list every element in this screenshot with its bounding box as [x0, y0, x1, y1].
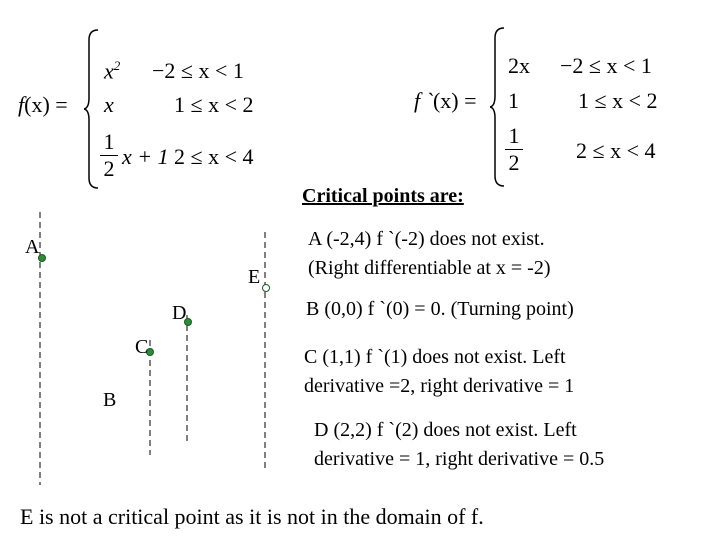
point-b-label: B	[103, 389, 117, 411]
point-e-label: E	[248, 266, 261, 288]
note-b-line1: B (0,0) f `(0) = 0. (Turning point)	[306, 298, 574, 320]
note-c-line2: derivative =2, right derivative = 1	[304, 375, 575, 397]
critical-points-heading: Critical points are:	[302, 185, 464, 207]
f-arg: (x)	[24, 92, 50, 117]
fprime-case2-expr: 1	[508, 88, 519, 113]
footer-statement: E is not a critical point as it is not in the domain of f.	[20, 504, 484, 529]
critical-points-graph	[0, 200, 300, 500]
fprime-case3-cond: 2 ≤ x < 4	[576, 138, 656, 163]
fprime-lhs	[414, 88, 477, 114]
note-a-line2: (Right differentiable at x = -2)	[308, 257, 551, 279]
point-c-label: C	[135, 336, 149, 358]
note-a-line1: A (-2,4) f `(-2) does not exist.	[308, 228, 545, 250]
fprime-case2-cond: 1 ≤ x < 2	[578, 88, 658, 113]
f-symbol: f	[18, 92, 25, 117]
fprime-equals: =	[458, 88, 477, 113]
fprime-case3-fraction: 1 2	[505, 124, 523, 175]
f-equals: =	[49, 92, 68, 117]
f-lhs	[18, 92, 68, 118]
fprime-symbol: f `	[414, 88, 433, 113]
fprime-arg: (x)	[432, 88, 459, 113]
f-case3-expr: x + 1	[122, 144, 169, 169]
point-a-label: A	[25, 236, 40, 258]
f-case1-cond: −2 ≤ x < 1	[152, 58, 244, 83]
f-case2-expr: x	[104, 92, 114, 117]
note-d-line1: D (2,2) f `(2) does not exist. Left	[314, 419, 577, 441]
note-c-line1: C (1,1) f `(1) does not exist. Left	[304, 346, 566, 368]
point-d-label: D	[172, 302, 187, 324]
fprime-case1-expr: 2x	[508, 53, 530, 78]
fprime-case1-cond: −2 ≤ x < 1	[560, 53, 652, 78]
note-d-line2: derivative = 1, right derivative = 0.5	[314, 448, 605, 470]
f-case3-fraction: 1 2	[100, 130, 118, 181]
f-case1-expr: $x^2$	[104, 58, 121, 84]
f-case2-cond: 1 ≤ x < 2	[174, 92, 254, 117]
point-e-open-marker	[263, 285, 270, 292]
f-case3-cond: 2 ≤ x < 4	[174, 144, 254, 169]
point-a-marker	[39, 255, 46, 262]
